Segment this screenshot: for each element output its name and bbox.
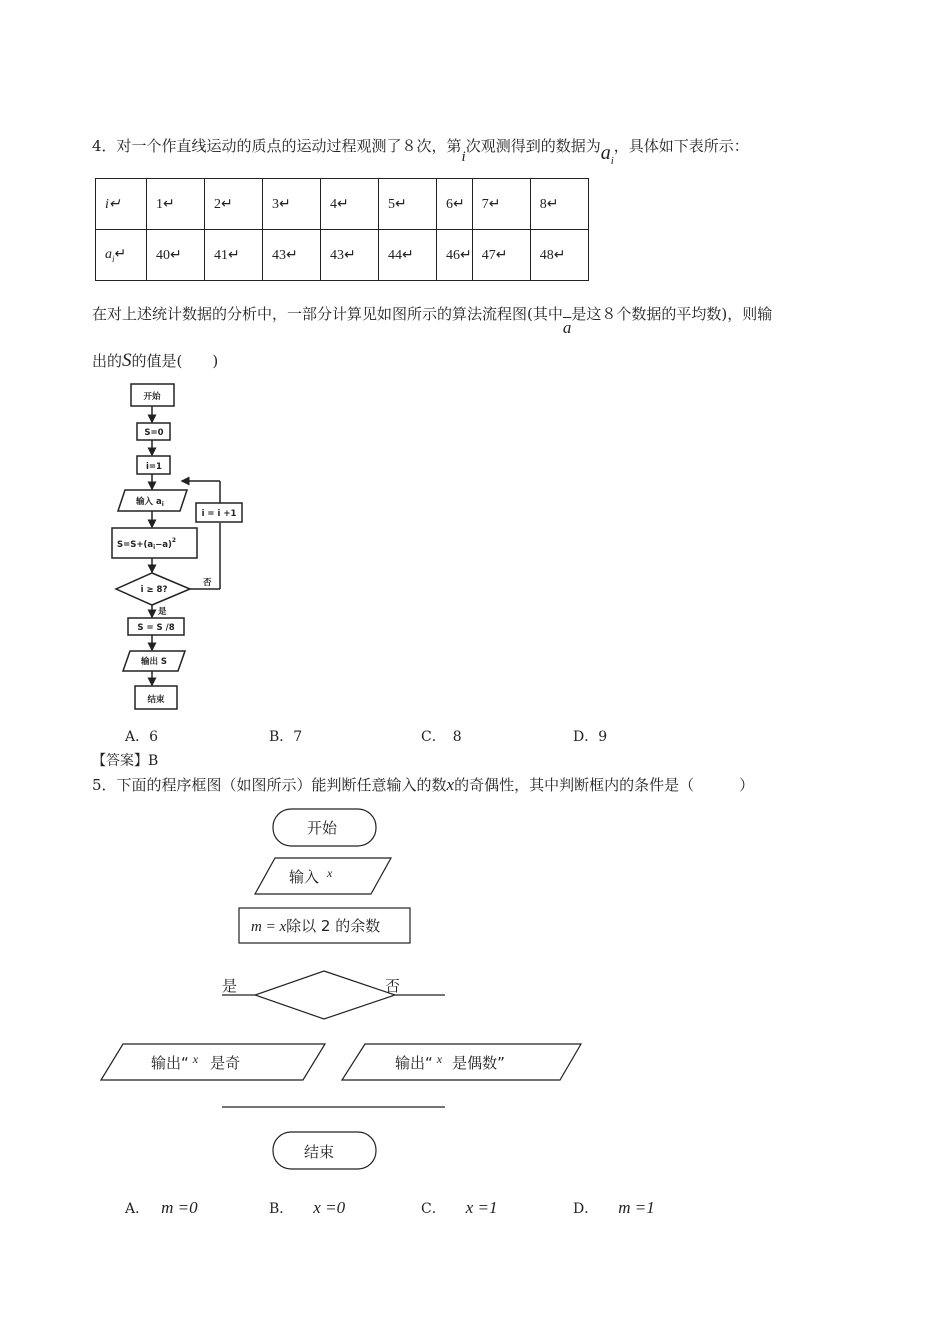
table-cell: $a_i↵$ xyxy=(96,230,147,281)
input-parallelogram xyxy=(255,858,391,894)
q5-start-label: 开始 xyxy=(307,819,338,837)
q5-odd-label: 输出“ $^x$ 是奇 xyxy=(151,1052,241,1072)
flow-output-label: 输出 S xyxy=(140,657,168,667)
q4-option-b: B．7 xyxy=(269,729,303,745)
table-cell: 5↵ xyxy=(379,179,437,230)
table-cell: 7↵ xyxy=(472,179,530,230)
var-i: i xyxy=(461,149,466,165)
q5-option-b: B． x =0 xyxy=(269,1198,346,1217)
flow-input-label: 输入 $a_i$ xyxy=(136,497,164,508)
table-row xyxy=(96,179,589,230)
q5-option-c: C． x =1 xyxy=(421,1198,498,1217)
flow-end-label: 结束 xyxy=(147,695,165,705)
table-cell: 48↵ xyxy=(530,230,588,281)
observation-table xyxy=(95,178,589,281)
q4-option-d: D．9 xyxy=(573,729,608,745)
table-cell: 40↵ xyxy=(147,230,205,281)
var-S: S xyxy=(122,350,132,371)
q5-option-d: D． m =1 xyxy=(573,1198,655,1217)
table-cell: 6↵ xyxy=(437,179,473,230)
table-cell: 3↵ xyxy=(263,179,321,230)
flow-s0-label: S=0 xyxy=(144,428,164,438)
flow-incr-label: i = i +1 xyxy=(201,509,237,519)
table-cell: i↵ xyxy=(96,179,147,230)
q4-line3: 出的S的值是( ) xyxy=(92,350,219,371)
q5-line: 5．下面的程序框图（如图所示）能判断任意输入的数x的奇偶性，其中判断框内的条件是（ ） xyxy=(92,775,755,794)
q4-flowchart xyxy=(100,378,260,718)
var-a-i: $a_i$ xyxy=(600,142,614,167)
var-a-bar: $\overline{a}$ xyxy=(562,318,572,337)
q5-end-label: 结束 xyxy=(304,1143,335,1161)
q5-yes-label: 是 xyxy=(222,977,238,995)
flow-i1-label: i=1 xyxy=(146,462,162,472)
condition-diamond xyxy=(255,971,395,1019)
q5-flowchart xyxy=(95,800,595,1180)
q4-answer: 【答案】B xyxy=(92,753,159,769)
q5-no-label: 否 xyxy=(385,977,401,995)
q4-option-c: C． 8 xyxy=(421,729,462,745)
q5-input-label: 输入 $^x$ xyxy=(289,866,333,886)
flow-start-label: 开始 xyxy=(143,392,161,402)
flow-yes-label: 是 xyxy=(158,607,167,617)
q5-assign-label: m = x除以 2 的余数 xyxy=(251,917,381,935)
table-cell: 4↵ xyxy=(321,179,379,230)
table-cell: 47↵ xyxy=(472,230,530,281)
flow-div-label: S = S /8 xyxy=(137,623,175,633)
table-cell: 44↵ xyxy=(379,230,437,281)
q4-line2: 在对上述统计数据的分析中，一部分计算见如图所示的算法流程图(其中$\overline{a}$是这８个数据的平均数)，则输 xyxy=(92,305,773,337)
q4-line1: 4．对一个作直线运动的质点的运动过程观测了８次，第i次观测得到的数据为$a_i$，具体如下表所示： xyxy=(92,137,749,167)
table-cell: 8↵ xyxy=(530,179,588,230)
flow-no-label: 否 xyxy=(203,578,212,588)
q5-option-a: A． m =0 xyxy=(125,1198,198,1217)
q4-option-a: A．6 xyxy=(125,729,159,745)
flow-calc-label: $S=S+(a_i-a)^2$ xyxy=(117,537,177,551)
q5-even-label: 输出“ $^x$ 是偶数” xyxy=(395,1052,505,1072)
table-cell: 2↵ xyxy=(205,179,263,230)
table-cell: 41↵ xyxy=(205,230,263,281)
table-row xyxy=(96,230,589,281)
table-cell: 1↵ xyxy=(147,179,205,230)
table-cell: 46↵ xyxy=(437,230,473,281)
table-cell: 43↵ xyxy=(321,230,379,281)
table-cell: 43↵ xyxy=(263,230,321,281)
flow-cond-label: i ≥ 8? xyxy=(140,585,168,595)
